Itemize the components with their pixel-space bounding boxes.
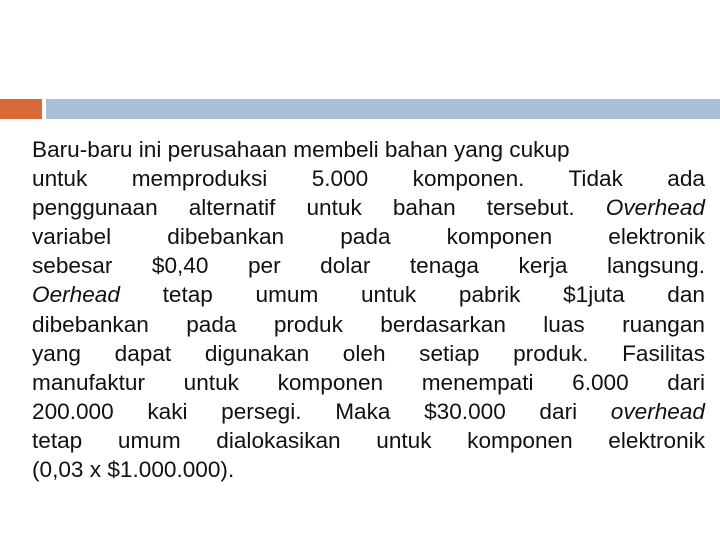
- text-run: penggunaan alternatif untuk bahan tersebut.: [32, 195, 606, 221]
- italic-term: overhead: [610, 398, 705, 424]
- paragraph-line: yang dapat digunakan oleh setiap produk. Fasilitas: [32, 340, 705, 366]
- paragraph-line: [32, 280, 705, 309]
- paragraph-line: Baru-baru ini perusahaan membeli bahan yang cukup: [32, 137, 570, 162]
- paragraph-line: (0,03 x $1.000.000).: [32, 457, 235, 483]
- text-run: tetap umum untuk pabrik $1juta dan: [119, 282, 705, 308]
- body-paragraph: [32, 135, 705, 484]
- paragraph-line: tetap umum dialokasikan untuk komponen elektronik: [32, 427, 705, 453]
- paragraph-line: variabel dibebankan pada komponen elektronik: [32, 224, 705, 250]
- accent-bar: [0, 99, 42, 119]
- paragraph-line: sebesar $0,40 per dolar tenaga kerja langsung.: [32, 253, 705, 279]
- paragraph-line: [32, 397, 705, 426]
- paragraph-line: manufaktur untuk komponen menempati 6.000 dari: [32, 369, 705, 395]
- italic-term: Oerhead: [32, 282, 120, 308]
- italic-term: Overhead: [605, 195, 705, 221]
- title-rule: [46, 99, 720, 119]
- paragraph-line: dibebankan pada produk berdasarkan luas ruangan: [32, 311, 705, 337]
- paragraph-line: untuk memproduksi 5.000 komponen. Tidak ada: [32, 166, 705, 192]
- paragraph-line: [32, 193, 705, 222]
- text-run: 200.000 kaki persegi. Maka $30.000 dari: [32, 398, 611, 424]
